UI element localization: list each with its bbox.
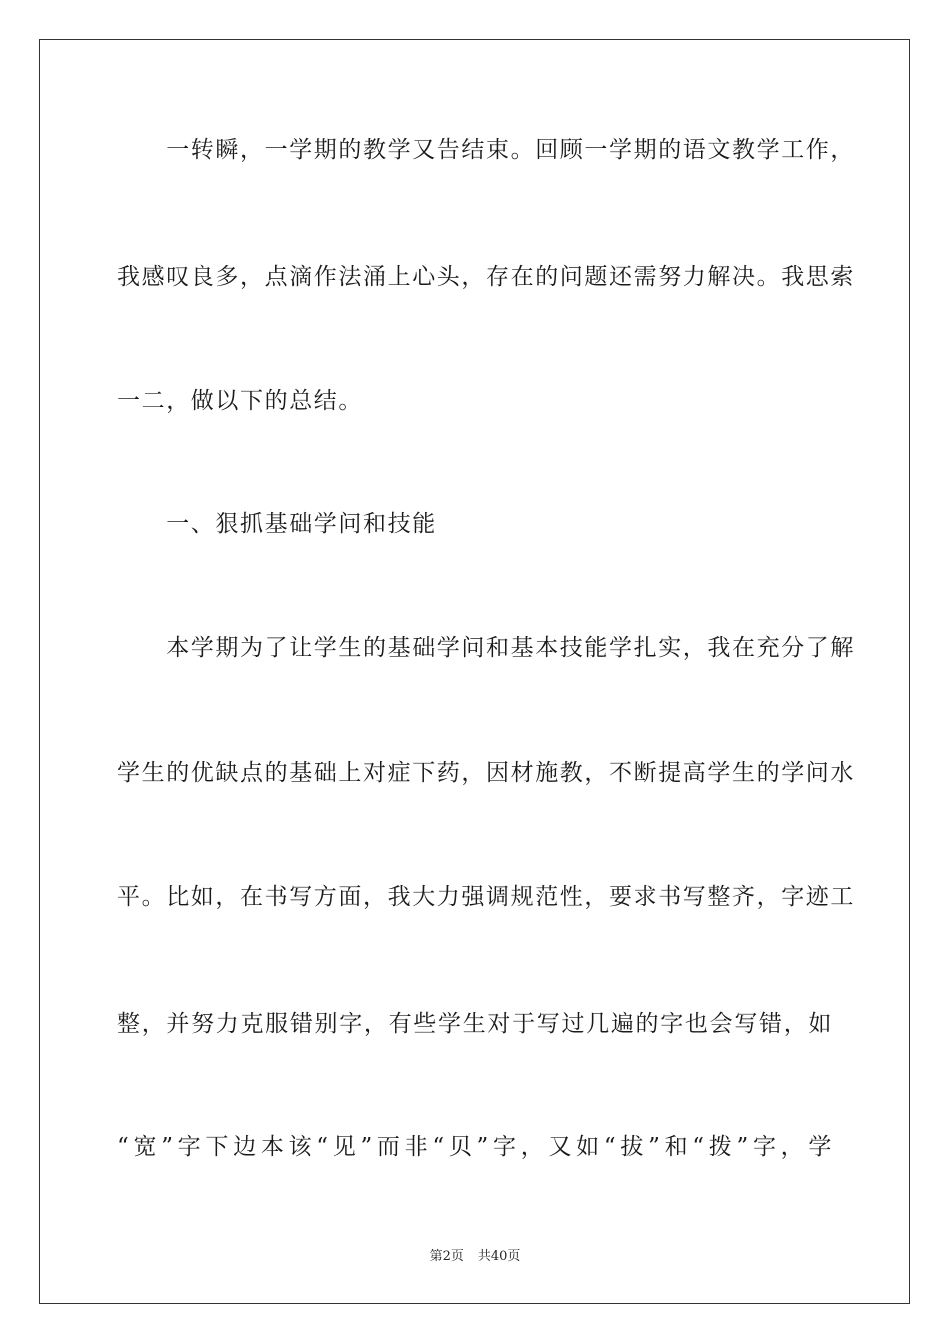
paragraph-line: 我感叹良多，点滴作法涌上心头，存在的问题还需努力解决。我思索	[117, 264, 855, 290]
page-border	[39, 39, 910, 1304]
paragraph-line: 平。比如，在书写方面，我大力强调规范性，要求书写整齐，字迹工	[117, 884, 855, 910]
page-footer	[0, 1248, 950, 1266]
paragraph-line: “宽”字下边本该“见”而非“贝”字，又如“拔”和“拨”字，学	[117, 1134, 833, 1160]
total-pages: 共40页	[477, 1249, 521, 1264]
paragraph-line: 学生的优缺点的基础上对症下药，因材施教，不断提高学生的学问水	[117, 760, 855, 786]
section-heading: 一、狠抓基础学问和技能	[117, 511, 437, 537]
paragraph-line: 一转瞬，一学期的教学又告结束。回顾一学期的语文教学工作，	[117, 137, 855, 163]
paragraph-line: 本学期为了让学生的基础学问和基本技能学扎实，我在充分了解	[117, 635, 855, 661]
page-number: 第2页	[429, 1249, 464, 1264]
paragraph-line: 一二，做以下的总结。	[117, 388, 363, 414]
paragraph-line: 整，并努力克服错别字，有些学生对于写过几遍的字也会写错，如	[117, 1011, 833, 1037]
